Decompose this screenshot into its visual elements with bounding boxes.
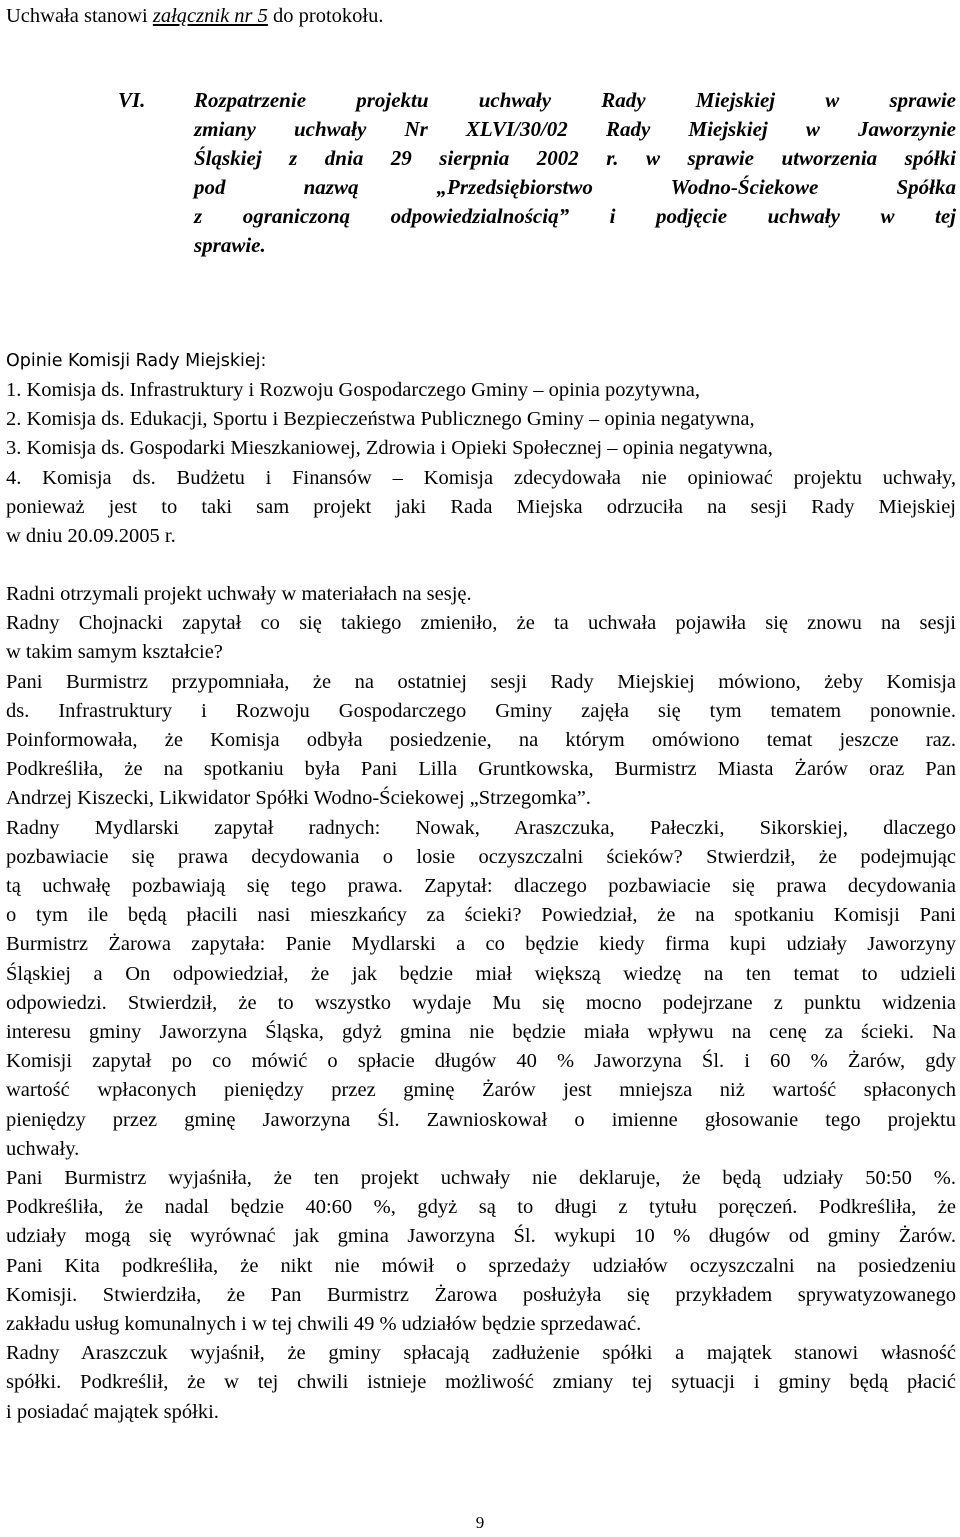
- discussion-line: Śląskiej a On odpowiedział, że jak będzie miał większą wiedzę na ten temat to udzieli: [6, 962, 956, 985]
- discussion-line: Pani Burmistrz wyjaśniła, że ten projekt uchwały nie deklaruje, że będą udziały 50:50 %.: [6, 1167, 956, 1190]
- section-title-line: z ograniczoną odpowiedzialnością” i podjęcie uchwały w tej: [194, 204, 956, 228]
- discussion-line: w takim samym kształcie?: [6, 641, 223, 664]
- section-title-line: sprawie.: [194, 233, 266, 257]
- discussion-line: Poinformowała, że Komisja odbyła posiedzenie, na którym omówiono temat jeszcze raz.: [6, 729, 956, 752]
- discussion-line: interesu gminy Jaworzyna Śląska, gdyż gmina nie będzie miała wpływu na cenę za ścieki. Na: [6, 1021, 956, 1044]
- discussion-line: tą uchwałę pozbawiają się tego prawa. Zapytał: dlaczego pozbawiacie się prawa decydowania: [6, 875, 956, 898]
- discussion-line: Komisji. Stwierdziła, że Pan Burmistrz Żarowa posłużyła się przykładem sprywatyzowanego: [6, 1283, 956, 1306]
- discussion-line: odpowiedzi. Stwierdził, że to wszystko wydaje Mu się mocno podejrzane z punktu widzenia: [6, 991, 956, 1014]
- attachment-reference: załącznik nr 5: [152, 5, 268, 27]
- opinions-heading: Opinie Komisji Rady Miejskiej:: [6, 351, 267, 371]
- page-number: 9: [475, 1513, 485, 1532]
- discussion-line: zakładu usług komunalnych i w tej chwili 49 % udziałów będzie sprzedawać.: [6, 1313, 642, 1336]
- section-title-line: Rozpatrzenie projektu uchwały Rady Miejskiej w sprawie: [194, 88, 956, 112]
- discussion-line: Radny Araszczuk wyjaśnił, że gminy spłacają zadłużenie spółki a majątek stanowi własność: [6, 1342, 956, 1365]
- opinion-item: ponieważ jest to taki sam projekt jaki Rada Miejska odrzuciła na sesji Rady Miejskiej: [6, 495, 956, 518]
- opinion-item: 4. Komisja ds. Budżetu i Finansów – Komisja zdecydowała nie opiniować projektu uchwały,: [6, 466, 956, 489]
- discussion-line: o tym ile będą płacili nasi mieszkańcy za ścieki? Powiedział, że na spotkaniu Komisji Pani: [6, 904, 956, 927]
- discussion-line: Andrzej Kiszecki, Likwidator Spółki Wodno-Ściekowej „Strzegomka”.: [6, 787, 591, 810]
- intro-suffix: do protokołu.: [267, 5, 384, 27]
- opinion-item: w dniu 20.09.2005 r.: [6, 525, 176, 548]
- discussion-line: pieniędzy przez gminę Jaworzyna Śl. Zawnioskował o imienne głosowanie tego projektu: [6, 1108, 956, 1131]
- discussion-line: Burmistrz Żarowa zapytała: Panie Mydlarski a co będzie kiedy firma kupi udziały Jaworzyny: [6, 933, 956, 956]
- discussion-line: pozbawiacie się prawa decydowania o losie oczyszczalni ścieków? Stwierdził, że podejmując: [6, 845, 956, 868]
- discussion-line: Radni otrzymali projekt uchwały w materiałach na sesję.: [6, 583, 472, 605]
- section-title-line: zmiany uchwały Nr XLVI/30/02 Rady Miejskiej w Jaworzynie: [194, 117, 956, 141]
- opinion-item: 1. Komisja ds. Infrastruktury i Rozwoju Gospodarczego Gminy – opinia pozytywna,: [6, 379, 701, 401]
- intro-line: [6, 2, 956, 31]
- opinion-item: 2. Komisja ds. Edukacji, Sportu i Bezpieczeństwa Publicznego Gminy – opinia negatywna,: [6, 408, 755, 431]
- discussion-line: uchwały.: [6, 1137, 80, 1160]
- discussion-line: Podkreśliła, że na spotkaniu była Pani Lilla Gruntkowska, Burmistrz Miasta Żarów oraz Pan: [6, 758, 956, 781]
- discussion-line: wartość wpłaconych pieniędzy przez gminę Żarów jest mniejsza niż wartość spłaconych: [6, 1079, 956, 1102]
- section-title-line: pod nazwą „Przedsiębiorstwo Wodno-Ściekowe Spółka: [194, 175, 956, 199]
- section-title-line: Śląskiej z dnia 29 sierpnia 2002 r. w sprawie utworzenia spółki: [194, 146, 956, 170]
- discussion-line: Radny Mydlarski zapytał radnych: Nowak, Araszczuka, Pałeczki, Sikorskiej, dlaczego: [6, 816, 956, 839]
- discussion-line: i posiadać majątek spółki.: [6, 1400, 219, 1423]
- section-title: [194, 86, 956, 260]
- discussion-line: Komisji zapytał po co mówić o spłacie długów 40 % Jaworzyna Śl. i 60 % Żarów, gdy: [6, 1050, 956, 1073]
- discussion-line: Radny Chojnacki zapytał co się takiego zmieniło, że ta uchwała pojawiła się znowu na sesji: [6, 612, 956, 635]
- discussion-text: [6, 580, 956, 1427]
- intro-prefix: Uchwała stanowi: [6, 5, 153, 27]
- section-number: VI.: [118, 88, 146, 112]
- discussion-line: spółki. Podkreślił, że w tej chwili istnieje możliwość zmiany tej sytuacji i gminy będą płacić: [6, 1371, 956, 1394]
- discussion-line: udziały mogą się wyrównać jak gmina Jaworzyna Śl. wykupi 10 % długów od gminy Żarów.: [6, 1225, 956, 1248]
- opinion-item: 3. Komisja ds. Gospodarki Mieszkaniowej, Zdrowia i Opieki Społecznej – opinia negatywna,: [6, 437, 773, 460]
- discussion-line: Pani Kita podkreśliła, że nikt nie mówił o sprzedaży udziałów oczyszczalni na posiedzeniu: [6, 1254, 956, 1277]
- discussion-line: Pani Burmistrz przypomniała, że na ostatniej sesji Rady Miejskiej mówiono, żeby Komisja: [6, 670, 956, 693]
- opinions-list: [6, 376, 956, 551]
- discussion-line: ds. Infrastruktury i Rozwoju Gospodarczego Gminy zajęła się tym tematem ponownie.: [6, 699, 956, 722]
- discussion-line: Podkreśliła, że nadal będzie 40:60 %, gdyż są to długi z tytułu poręczeń. Podkreśliła, że: [6, 1196, 956, 1219]
